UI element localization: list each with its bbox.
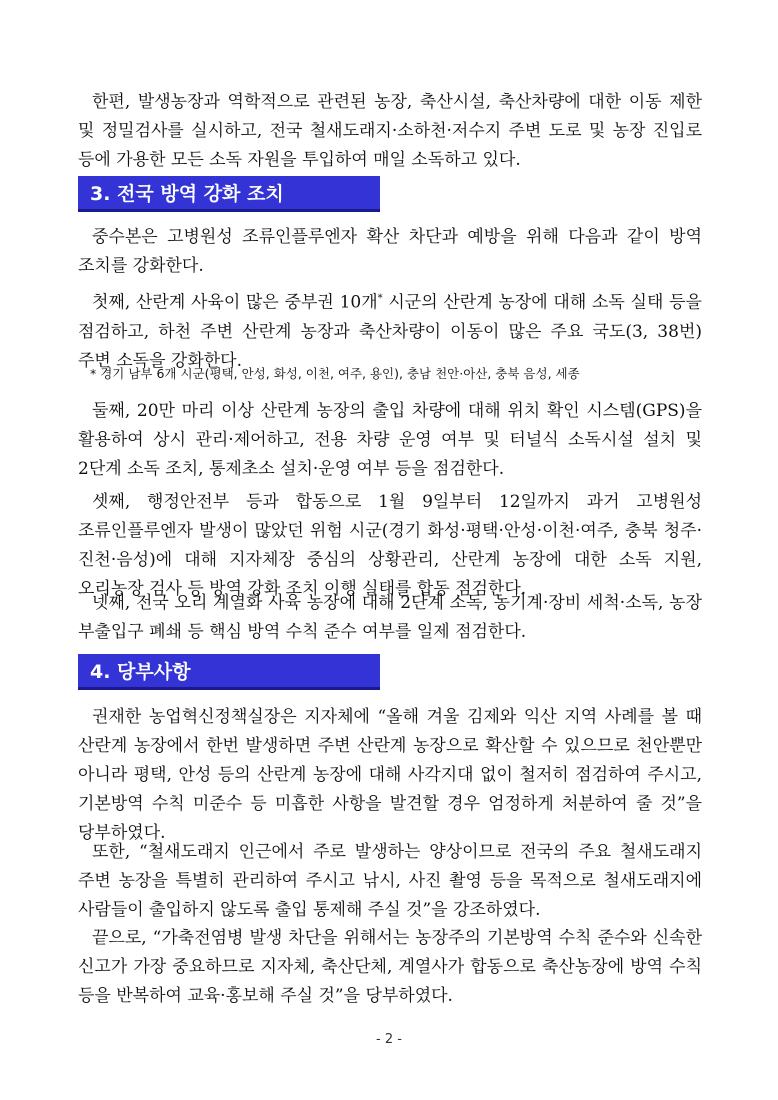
measure-fourth-paragraph: 넷째, 전국 오리 계열화 사육 농장에 대해 2단계 소독, 농기계·장비 세척·소독, 농장 부출입구 폐쇄 등 핵심 방역 수칙 준수 여부를 일제 점검한다. (78, 593, 702, 642)
measure-first-text-a: 첫째, 산란계 사육이 많은 중부권 10개 (92, 292, 378, 313)
request-paragraph-1: 권재한 농업혁신정책실장은 지자체에 “올해 겨울 김제와 익산 지역 사례를 볼 때 산란계 농장에서 한번 발생하면 주변 산란계 농장으로 확산할 수 있으므로 천안뿐만 아니라 평택, 안성 등의 산란계 농장에 대해 사각지대 없이 철저히 점검하여 주시고, 기본방역 수칙 미준수 등 미흡한 사항을 발견할 경우 엄정하게 처분하여 줄 것”을 당부하였다. (78, 707, 702, 843)
measure-third-paragraph: 셋째, 행정안전부 등과 합동으로 1월 9일부터 12일까지 과거 고병원성 조류인플루엔자 발생이 많았던 위험 시군(경기 화성·평택·안성·이천·여주, 충북 청주·진천·음성)에 대해 지자체장 중심의 상황관리, 산란계 농장에 대한 소독 지원, 오리농장 검사 등 방역 강화 조치 이행 실태를 합동 점검한다. (78, 492, 702, 599)
measure-second-paragraph: 둘째, 20만 마리 이상 산란계 농장의 출입 차량에 대해 위치 확인 시스템(GPS)을 활용하여 상시 관리·제어하고, 전용 차량 운영 여부 및 터널식 소독시설 설치 및 2단계 소독 조치, 통제초소 설치·운영 여부 등을 점검한다. (78, 401, 702, 479)
section-3-heading: 3. 전국 방역 강화 조치 (78, 176, 380, 212)
measure-first-text-b: 시군의 산란계 농장에 대해 소독 실태 등을 점검하고, 하천 주변 산란계 농장과 축산차량이 이동이 많은 주요 국도(3, 38번) 주변 소독을 강화한다. (78, 292, 702, 371)
request-paragraph-2: 또한, “철새도래지 인근에서 주로 발생하는 양상이므로 전국의 주요 철새도래지 주변 농장을 특별히 관리하여 주시고 낚시, 사진 촬영 등을 목적으로 철새도래지에 사람들이 출입하지 않도록 출입 통제해 주실 것”을 강조하였다. (78, 842, 702, 920)
page-number: - 2 - (376, 1032, 402, 1047)
section-4-heading: 4. 당부사항 (78, 654, 380, 690)
intro-paragraph: 한편, 발생농장과 역학적으로 관련된 농장, 축산시설, 축산차량에 대한 이동 제한 및 정밀검사를 실시하고, 전국 철새도래지·소하천·저수지 주변 도로 및 농장 진입로 등에 가용한 모든 소독 자원을 투입하여 매일 소독하고 있다. (78, 92, 702, 170)
request-paragraph-3: 끝으로, “가축전염병 발생 차단을 위해서는 농장주의 기본방역 수칙 준수와 신속한 신고가 가장 중요하므로 지자체, 축산단체, 계열사가 합동으로 축산농장에 방역 수칙 등을 반복하여 교육·홍보해 주실 것”을 당부하였다. (78, 928, 702, 1006)
measure-first-paragraph (78, 284, 702, 376)
footnote-marker: * (377, 293, 383, 304)
footnote: * 경기 남부 6개 시군(평택, 안성, 화성, 이천, 여주, 용인), 충남 천안·아산, 충북 음성, 세종 (90, 366, 580, 381)
section-3-lead-paragraph: 중수본은 고병원성 조류인플루엔자 확산 차단과 예방을 위해 다음과 같이 방역 조치를 강화한다. (78, 227, 702, 276)
